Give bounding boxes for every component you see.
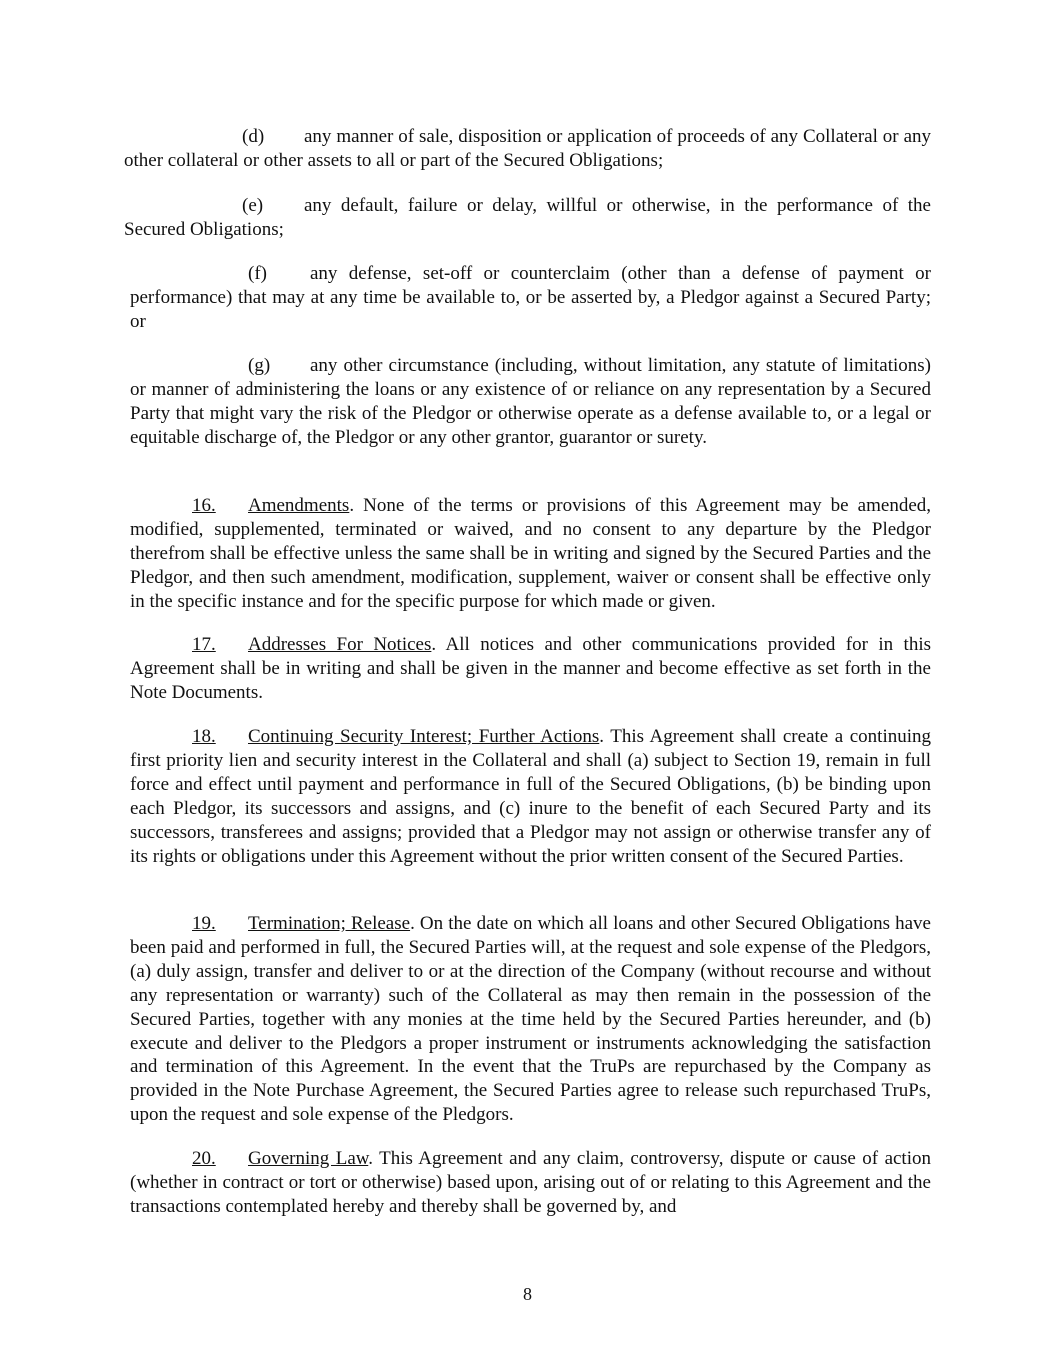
- subsection-label: (f): [248, 263, 267, 284]
- section-number: 19.: [192, 913, 216, 934]
- subsection-label: (e): [242, 195, 264, 216]
- subsection-f: [130, 262, 931, 334]
- section-heading: Amendments: [248, 495, 350, 516]
- section-text: . This Agreement and any claim, controversy, dispute or cause of action (whether in contract or tort or otherwise) based upon, arising out of or relating to this Agreement and the transactions contemplated hereby and thereby shall be governed by, and: [130, 1148, 931, 1217]
- section-text: . This Agreement shall create a continuing first priority lien and security interest in the Collateral and shall (a) subject to Section 19, remain in full force and effect until payment and performance in full of the Secured Obligations, (b) be binding upon each Pledgor, its successors and assigns, and (c) inure to the benefit of each Secured Party and its successors, transferees and assigns; provided that a Pledgor may not assign or otherwise transfer any of its rights or obligations under this Agreement without the prior written consent of the Secured Parties.: [130, 726, 932, 867]
- section-text: . None of the terms or provisions of this Agreement may be amended, modified, supplemented, terminated or waived, and no consent to any departure by the Pledgor therefrom shall be effective unless the same shall be in writing and signed by the Secured Parties and the Pledgor, and then such amendment, modification, supplement, waiver or consent shall be effective only in the specific instance and for the specific purpose for which made or given.: [130, 495, 931, 612]
- subsection-text: any default, failure or delay, willful or otherwise, in the performance of the Secured Obligations;: [124, 195, 931, 240]
- section-text: . All notices and other communications provided for in this Agreement shall be in writing and shall be given in the manner and become effective as set forth in the Note Documents.: [130, 634, 931, 703]
- page-number: 8: [523, 1284, 532, 1304]
- subsection-text: any other circumstance (including, without limitation, any statute of limitations) or manner of administering the loans or any existence of or reliance on any representation by a Secured Party that might vary the risk of the Pledgor or otherwise operate as a defense available to, or a legal or equitable discharge of, the Pledgor or any other grantor, guarantor or surety.: [130, 355, 931, 448]
- subsection-text: any manner of sale, disposition or application of proceeds of any Collateral or any other collateral or other assets to all or part of the Secured Obligations;: [124, 126, 931, 171]
- section-20: [130, 1147, 931, 1219]
- section-16: [130, 494, 931, 614]
- subsection-d: [124, 125, 931, 173]
- subsection-g: [130, 354, 931, 450]
- section-number: 16.: [192, 495, 216, 516]
- section-heading: Termination; Release: [248, 913, 411, 934]
- subsection-label: (g): [248, 355, 271, 376]
- section-18: [130, 725, 931, 868]
- section-heading: Governing Law: [248, 1148, 369, 1169]
- section-number: 17.: [192, 634, 216, 655]
- subsection-label: (d): [242, 126, 265, 147]
- section-number: 20.: [192, 1148, 216, 1169]
- subsection-text: any defense, set-off or counterclaim (other than a defense of payment or performance) that may at any time be available to, or be asserted by, a Pledgor against a Secured Party; or: [130, 263, 931, 332]
- section-17: [130, 633, 931, 705]
- section-19: [130, 912, 931, 1127]
- section-heading: Addresses For Notices: [248, 634, 432, 655]
- subsection-e: [124, 194, 931, 242]
- section-heading: Continuing Security Interest; Further Actions: [248, 726, 600, 747]
- section-text: . On the date on which all loans and other Secured Obligations have been paid and performed in full, the Secured Parties will, at the request and sole expense of the Pledgors, (a) duly assign, transfer and deliver to or at the direction of the Company (without recourse and without any representation or warranty) such of the Collateral as may then remain in the possession of the Secured Parties, together with any monies at the time held by the Secured Parties hereunder, and (b) execute and deliver to the Pledgors a proper instrument or instruments acknowledging the satisfaction and termination of this Agreement. In the event that the TruPs are repurchased by the Company as provided in the Note Purchase Agreement, the Secured Parties agree to release such repurchased TruPs, upon the request and sole expense of the Pledgors.: [130, 913, 931, 1126]
- section-number: 18.: [192, 726, 216, 747]
